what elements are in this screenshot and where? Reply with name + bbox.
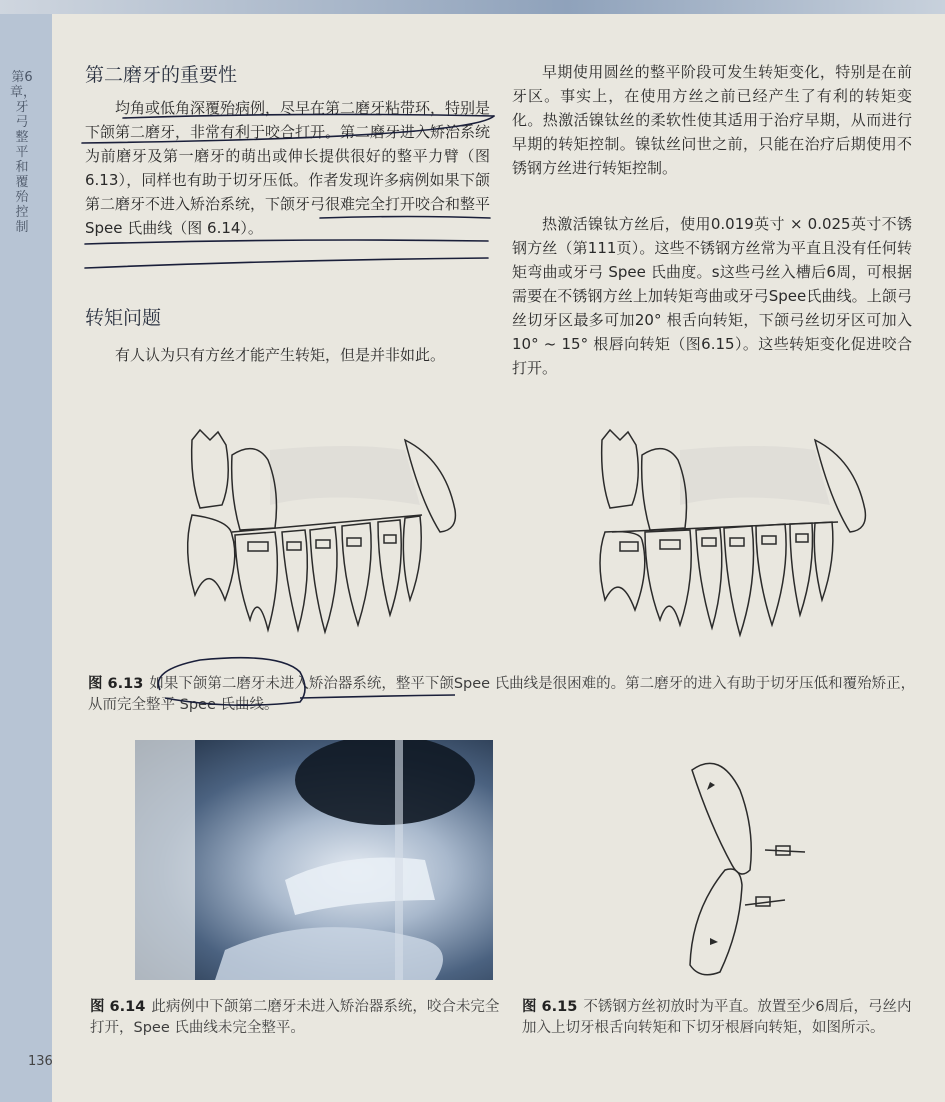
figure-6-15-text: 不锈钢方丝初放时为平直。放置至少6周后，弓丝内加入上切牙根舌向转矩和下切牙根唇向转矩，如图所示。 (522, 999, 912, 1036)
caption-pen-loop (0, 650, 945, 710)
figure-6-15-drawing (670, 750, 870, 990)
chapter-label: 第6章，牙弓整平和覆殆控制 (10, 70, 37, 235)
page-number: 136 (28, 1054, 53, 1069)
figure-6-15-label: 图 6.15 (522, 999, 578, 1015)
paragraph-steel-wire: 热激活镍钛方丝后，使用0.019英寸 × 0.025英寸不锈钢方丝（第111页）。这些不锈钢方丝常为平直且没有任何转矩弯曲或牙弓 Spee 氏曲度。s这些弓丝入槽后6周，可根据需要在不锈钢方丝上加转矩弯曲或牙弓Spee氏曲线。上颌弓丝切牙区最多可加20° 根舌向转矩，下颌弓丝切牙区可加入10° ~ 15° 根唇向转矩（图6.15）。这些转矩变化促进咬合打开。 (512, 215, 912, 377)
heading-second-molar: 第二磨牙的重要性 (85, 64, 238, 86)
figure-6-13-text: 如果下颌第二磨牙未进入矫治器系统，整平下颌Spee 氏曲线是很困难的。第二磨牙的进入有助于切牙压低和覆殆矫正，从而完全整平 Spee 氏曲线。 (88, 676, 916, 713)
heading-torque: 转矩问题 (85, 307, 162, 329)
paragraph-torque: 有人认为只有方丝才能产生转矩，但是并非如此。 (115, 346, 446, 364)
figure-6-13-drawing (0, 420, 945, 660)
paragraph-early-torque: 早期使用圆丝的整平阶段可发生转矩变化，特别是在前牙区。事实上，在使用方丝之前已经产生了有利的转矩变化。热激活镍钛丝的柔软性使其适用于治疗早期，从而进行早期的转矩控制。镍钛丝问世之前，只能在治疗后期使用不锈钢方丝进行转矩控制。 (512, 63, 912, 177)
paragraph-second-molar: 均角或低角深覆殆病例，尽早在第二磨牙粘带环，特别是下颌第二磨牙，非常有利于咬合打开。第二磨牙进入矫治系统为前磨牙及第一磨牙的萌出或伸长提供很好的整平力臂（图6.13），同样也有助于切牙压低。作者发现许多病例如果下颌第二磨牙不进入矫治系统，下颌牙弓很难完全打开咬合和整平Spee 氏曲线（图 6.14）。 (85, 99, 491, 237)
figure-6-14-text: 此病例中下颌第二磨牙未进入矫治器系统，咬合未完全打开，Spee 氏曲线未完全整平。 (90, 999, 500, 1036)
figure-6-13-label: 图 6.13 (88, 676, 144, 692)
figure-6-14-xray-image (135, 740, 493, 980)
figure-6-14-label: 图 6.14 (90, 999, 146, 1015)
figure-6-15-caption (522, 997, 920, 1039)
figure-6-14-caption (90, 997, 500, 1039)
